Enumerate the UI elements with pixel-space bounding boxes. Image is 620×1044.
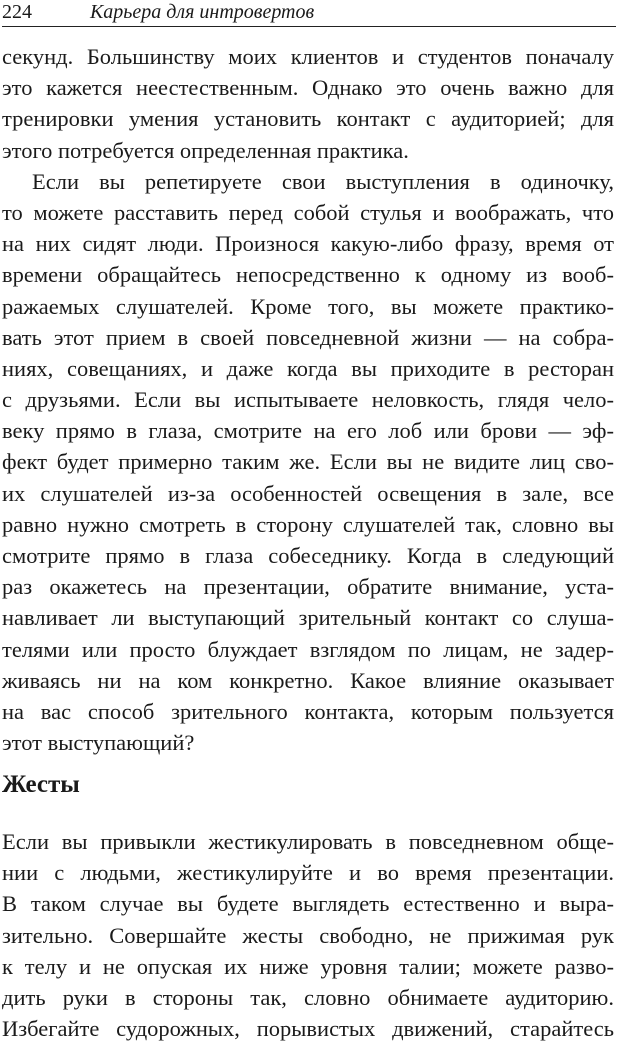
text-line: живаясь ни на ком конкретно. Какое влияние оказывает: [2, 667, 614, 693]
text-line: нии с людьми, жестикулируйте и во время презентации.: [2, 860, 614, 886]
text-line: телями или просто блуждает взглядом по лицам, не задер-: [2, 636, 614, 662]
text-line: Если вы репетируете свои выступления в одиночку,: [32, 168, 614, 194]
text-line: с друзьями. Если вы испытываете неловкость, глядя чело-: [2, 387, 614, 413]
text-line: Избегайте судорожных, порывистых движений, старайтесь: [2, 1016, 614, 1042]
text-line: на вас способ зрительного контакта, которым пользуется: [2, 698, 614, 724]
text-line: то можете расставить перед собой стулья и воображать, что: [2, 199, 614, 225]
text-line: ниях, совещаниях, и даже когда вы приходите в ресторан: [2, 355, 614, 381]
text-line: секунд. Большинству моих клиентов и студентов поначалу: [2, 44, 614, 69]
text-line: Если вы привыкли жестикулировать в повседневном обще-: [2, 829, 614, 854]
text-line: тренировки умения установить контакт с аудиторией; для: [2, 106, 614, 132]
text-line: равно нужно смотреть в сторону слушателей так, словно вы: [2, 511, 614, 537]
text-line: этот выступающий?: [2, 730, 195, 756]
text-line: зительно. Совершайте жесты свободно, не прижимая рук: [2, 922, 614, 948]
text-line: это кажется неестественным. Однако это очень важно для: [2, 75, 614, 101]
body-text-section-1: [2, 41, 614, 758]
text-line: ражаемых слушателей. Кроме того, вы можете практико-: [2, 293, 614, 319]
text-line: на них сидят люди. Произнося какую-либо фразу, время от: [2, 231, 614, 257]
text-line: их слушателей из-за особенностей освещения в зале, все: [2, 480, 614, 506]
text-line: вать этот прием в своей повседневной жизни — на собра-: [2, 324, 614, 350]
body-text-section-2: [2, 826, 614, 1044]
text-line: раз окажетесь на презентации, обратите внимание, уста-: [2, 574, 614, 600]
text-line: времени обращайтесь непосредственно к одному из вооб-: [2, 262, 614, 288]
text-line: дить руки в стороны так, словно обнимаете аудиторию.: [2, 984, 614, 1010]
text-line: к телу и не опуская их ниже уровня талии; можете разво-: [2, 953, 614, 979]
text-line: В таком случае вы будете выглядеть естественно и выра-: [2, 891, 614, 917]
running-title: Карьера для интровертов: [90, 1, 315, 23]
page-number: 224: [2, 1, 32, 23]
running-header: [2, 0, 616, 27]
text-line: смотрите прямо в глаза собеседнику. Когда в следующий: [2, 543, 614, 568]
text-line: этого потребуется определенная практика.: [2, 137, 409, 163]
text-line: навливает ли выступающий зрительный контакт со слуша-: [2, 605, 614, 631]
text-line: веку прямо в глаза, смотрите на его лоб или брови — эф-: [2, 418, 614, 444]
text-line: фект будет примерно таким же. Если вы не видите лиц сво-: [2, 449, 614, 475]
section-heading: Жесты: [2, 771, 80, 798]
